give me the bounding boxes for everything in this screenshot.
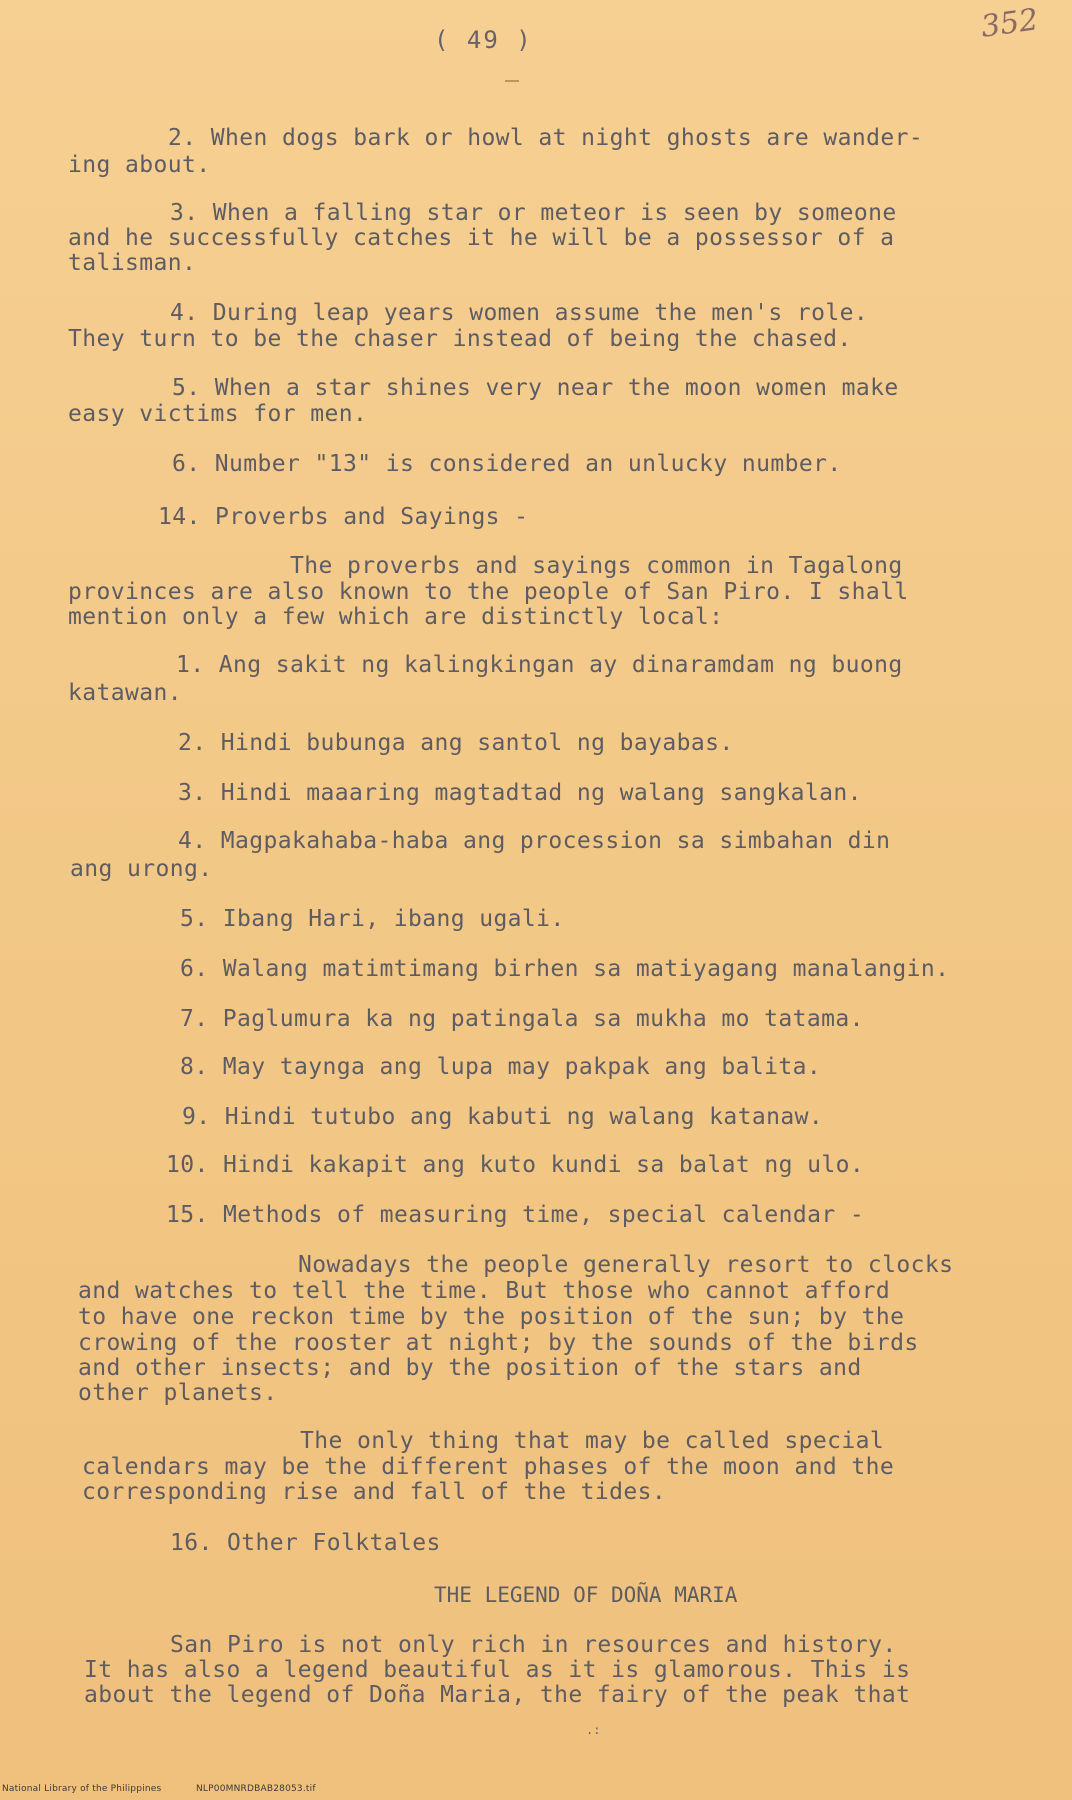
proverb-line: 1. Ang sakit ng kalingkingan ay dinaramdam ng buong	[176, 652, 903, 678]
proverb-line: 10. Hindi kakapit ang kuto kundi sa balat ng ulo.	[166, 1152, 865, 1178]
bottom-mark: .:	[586, 1723, 601, 1737]
proverb-line: katawan.	[68, 680, 182, 706]
text-line: other planets.	[78, 1380, 278, 1406]
text-line: about the legend of Doña Maria, the fairy of the peak that	[84, 1682, 911, 1708]
proverb-line: 7. Paglumura ka ng patingala sa mukha mo tatama.	[180, 1006, 864, 1032]
proverb-line: 2. Hindi bubunga ang santol ng bayabas.	[178, 730, 734, 756]
text-line: crowing of the rooster at night; by the sounds of the birds	[78, 1330, 919, 1356]
text-line: 3. When a falling star or meteor is seen by someone	[170, 200, 897, 226]
legend-title: THE LEGEND OF DOÑA MARIA	[434, 1583, 738, 1607]
text-line: 4. During leap years women assume the men's role.	[170, 300, 869, 326]
proverb-line: 3. Hindi maaaring magtadtad ng walang sangkalan.	[178, 780, 862, 806]
text-line: to have one reckon time by the position of the sun; by the	[78, 1304, 905, 1330]
section-heading: 15. Methods of measuring time, special calendar -	[166, 1202, 865, 1228]
section-heading: 14. Proverbs and Sayings -	[158, 504, 529, 530]
text-line: and other insects; and by the position of the stars and	[78, 1355, 862, 1381]
text-line: It has also a legend beautiful as it is glamorous. This is	[84, 1657, 911, 1683]
proverb-line: ang urong.	[70, 856, 213, 882]
text-line: ing about.	[68, 152, 211, 178]
text-line: They turn to be the chaser instead of being the chased.	[68, 326, 852, 352]
section-heading: 16. Other Folktales	[170, 1530, 441, 1556]
text-line: mention only a few which are distinctly local:	[68, 604, 724, 630]
text-line: corresponding rise and fall of the tides.	[82, 1479, 667, 1505]
proverb-line: 5. Ibang Hari, ibang ugali.	[180, 906, 565, 932]
text-line: easy victims for men.	[68, 401, 368, 427]
footer-institution: National Library of the Philippines	[2, 1784, 162, 1794]
text-line: The only thing that may be called special	[300, 1428, 885, 1454]
text-line: and watches to tell the time. But those who cannot afford	[78, 1278, 891, 1304]
text-line: San Piro is not only rich in resources and history.	[170, 1632, 897, 1658]
text-line: talisman.	[68, 250, 197, 276]
text-line: Nowadays the people generally resort to clocks	[298, 1252, 954, 1278]
proverb-line: 6. Walang matimtimang birhen sa matiyagang manalangin.	[180, 956, 950, 982]
proverb-line: 9. Hindi tutubo ang kabuti ng walang katanaw.	[182, 1104, 824, 1130]
proverb-line: 4. Magpakahaba-haba ang procession sa simbahan din	[178, 828, 891, 854]
footer-file-id: NLP00MNRDBAB28053.tif	[196, 1784, 316, 1794]
handwritten-page-number: 352	[978, 2, 1041, 45]
proverb-line: 8. May taynga ang lupa may pakpak ang balita.	[180, 1054, 822, 1080]
text-line: The proverbs and sayings common in Tagalong	[290, 553, 903, 579]
page-number: ( 49 )	[434, 26, 533, 54]
text-line: 5. When a star shines very near the moon women make	[172, 375, 899, 401]
text-line: 6. Number "13" is considered an unlucky number.	[172, 451, 842, 477]
text-line: and he successfully catches it he will be a possessor of a	[68, 225, 895, 251]
text-line: provinces are also known to the people of San Piro. I shall	[68, 579, 909, 605]
header-divider	[505, 80, 519, 82]
text-line: calendars may be the different phases of the moon and the	[82, 1454, 895, 1480]
text-line: 2. When dogs bark or howl at night ghosts are wander-	[168, 125, 924, 151]
